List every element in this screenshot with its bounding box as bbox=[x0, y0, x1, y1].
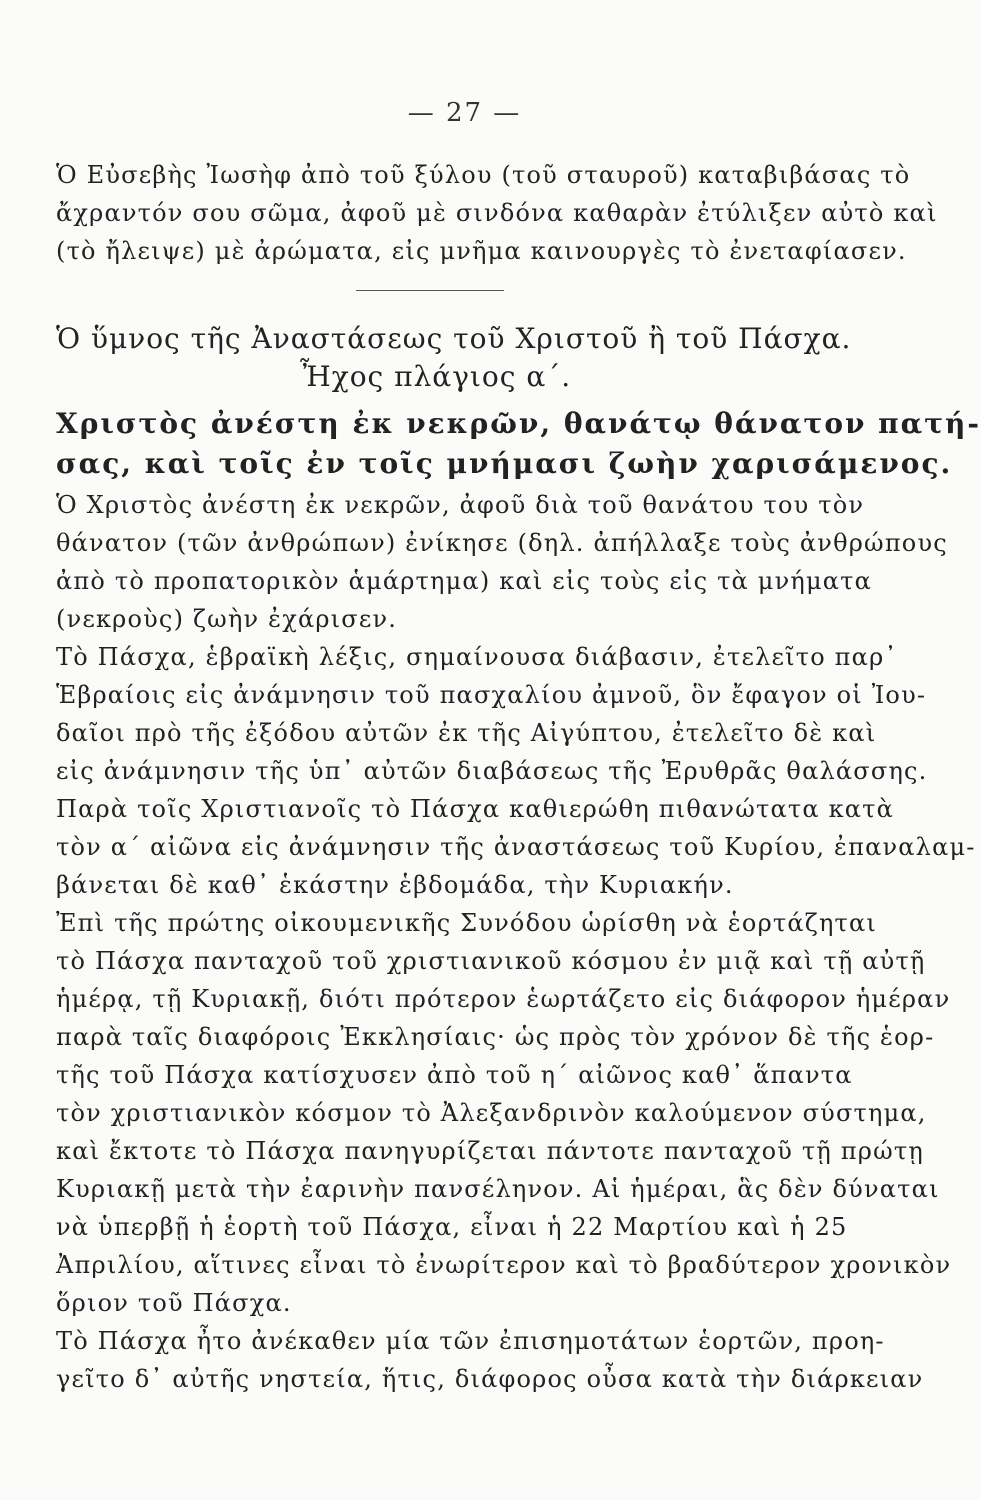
text-line: ἀπὸ τὸ προπατορικὸν ἁμάρτημα) καὶ εἰς τοὺς εἰς τὰ μνήματα bbox=[56, 567, 873, 595]
text-line: (νεκροὺς) ζωὴν ἐχάρισεν. bbox=[56, 605, 398, 633]
text-line: νὰ ὑπερβῇ ἡ ἑορτὴ τοῦ Πάσχα, εἶναι ἡ 22 Μαρτίου καὶ ἡ 25 bbox=[56, 1213, 848, 1241]
text-line: τῆς τοῦ Πάσχα κατίσχυσεν ἀπὸ τοῦ η΄ αἰῶνος καθ᾽ ἅπαντα bbox=[56, 1061, 853, 1089]
section-divider bbox=[356, 290, 504, 291]
text-line: Παρὰ τοῖς Χριστιανοῖς τὸ Πάσχα καθιερώθη πιθανώτατα κατὰ bbox=[56, 795, 895, 823]
text-line: παρὰ ταῖς διαφόροις Ἐκκλησίαις· ὡς πρὸς τὸν χρόνον δὲ τῆς ἑορ- bbox=[56, 1023, 935, 1051]
text-line: Ἀπριλίου, αἵτινες εἶναι τὸ ἐνωρίτερον καὶ τὸ βραδύτερον χρονικὸν bbox=[56, 1251, 952, 1279]
text-line: Ὁ Χριστὸς ἀνέστη ἐκ νεκρῶν, ἀφοῦ διὰ τοῦ θανάτου του τὸν bbox=[56, 491, 865, 519]
text-line: βάνεται δὲ καθ᾽ ἑκάστην ἑβδομάδα, τὴν Κυριακήν. bbox=[56, 871, 734, 899]
text-line: Τὸ Πάσχα ἦτο ἀνέκαθεν μία τῶν ἐπισημοτάτων ἑορτῶν, προη- bbox=[56, 1327, 885, 1355]
text-line: Ἑβραίοις εἰς ἀνάμνησιν τοῦ πασχαλίου ἀμνοῦ, ὃν ἔφαγον οἱ Ἰου- bbox=[56, 681, 927, 709]
text-line: Ἐπὶ τῆς πρώτης οἰκουμενικῆς Συνόδου ὡρίσθη νὰ ἑορτάζηται bbox=[56, 909, 878, 937]
hymn-tone: Ἦχος πλάγιος α΄. bbox=[300, 360, 572, 393]
text-line: Ὁ Εὐσεβὴς Ἰωσὴφ ἀπὸ τοῦ ξύλου (τοῦ σταυροῦ) καταβιβάσας τὸ bbox=[56, 161, 911, 189]
page-number: — 27 — bbox=[407, 98, 522, 128]
text-line: Κυριακῇ μετὰ τὴν ἐαρινὴν πανσέληνον. Αἱ ἡμέραι, ἃς δὲν δύναται bbox=[56, 1175, 940, 1203]
text-line: γεῖτο δ᾽ αὐτῆς νηστεία, ἥτις, διάφορος οὖσα κατὰ τὴν διάρκειαν bbox=[56, 1365, 924, 1393]
text-line: ἡμέρᾳ, τῇ Κυριακῇ, διότι πρότερον ἑωρτάζετο εἰς διάφορον ἡμέραν bbox=[56, 985, 951, 1013]
text-line: καὶ ἔκτοτε τὸ Πάσχα πανηγυρίζεται πάντοτε πανταχοῦ τῇ πρώτῃ bbox=[56, 1137, 924, 1165]
text-line: τὸν χριστιανικὸν κόσμον τὸ Ἀλεξανδρινὸν καλούμενον σύστημα, bbox=[56, 1099, 927, 1127]
hymn-line: Χριστὸς ἀνέστη ἐκ νεκρῶν, θανάτῳ θάνατον πατή- bbox=[56, 407, 981, 440]
text-line: τὸν α΄ αἰῶνα εἰς ἀνάμνησιν τῆς ἀναστάσεως τοῦ Κυρίου, ἐπαναλαμ- bbox=[56, 833, 976, 861]
text-line: ἄχραντόν σου σῶμα, ἀφοῦ μὲ σινδόνα καθαρὰν ἐτύλιξεν αὐτὸ καὶ bbox=[56, 199, 938, 227]
intro-paragraph bbox=[56, 156, 938, 270]
hymn-title: Ὁ ὕμνος τῆς Ἀναστάσεως τοῦ Χριστοῦ ἢ τοῦ Πάσχα. bbox=[56, 322, 852, 355]
text-line: δαῖοι πρὸ τῆς ἐξόδου αὐτῶν ἐκ τῆς Αἰγύπτου, ἐτελεῖτο δὲ καὶ bbox=[56, 719, 877, 747]
text-line: (τὸ ἤλειψε) μὲ ἀρώματα, εἰς μνῆμα καινουργὲς τὸ ἐνεταφίασεν. bbox=[56, 237, 907, 265]
text-line: ὅριον τοῦ Πάσχα. bbox=[56, 1289, 292, 1317]
text-line: εἰς ἀνάμνησιν τῆς ὑπ᾽ αὐτῶν διαβάσεως τῆς Ἐρυθρᾶς θαλάσσης. bbox=[56, 757, 928, 785]
body-text bbox=[56, 486, 976, 1398]
hymn-line: σας, καὶ τοῖς ἐν τοῖς μνήμασι ζωὴν χαρισάμενος. bbox=[56, 447, 953, 480]
text-line: θάνατον (τῶν ἀνθρώπων) ἐνίκησε (δηλ. ἀπήλλαξε τοὺς ἀνθρώπους bbox=[56, 529, 948, 557]
text-line: Τὸ Πάσχα, ἑβραϊκὴ λέξις, σημαίνουσα διάβασιν, ἐτελεῖτο παρ᾽ bbox=[56, 643, 898, 671]
hymn-text bbox=[56, 404, 981, 484]
text-line: τὸ Πάσχα πανταχοῦ τοῦ χριστιανικοῦ κόσμου ἐν μιᾷ καὶ τῇ αὐτῇ bbox=[56, 947, 926, 975]
